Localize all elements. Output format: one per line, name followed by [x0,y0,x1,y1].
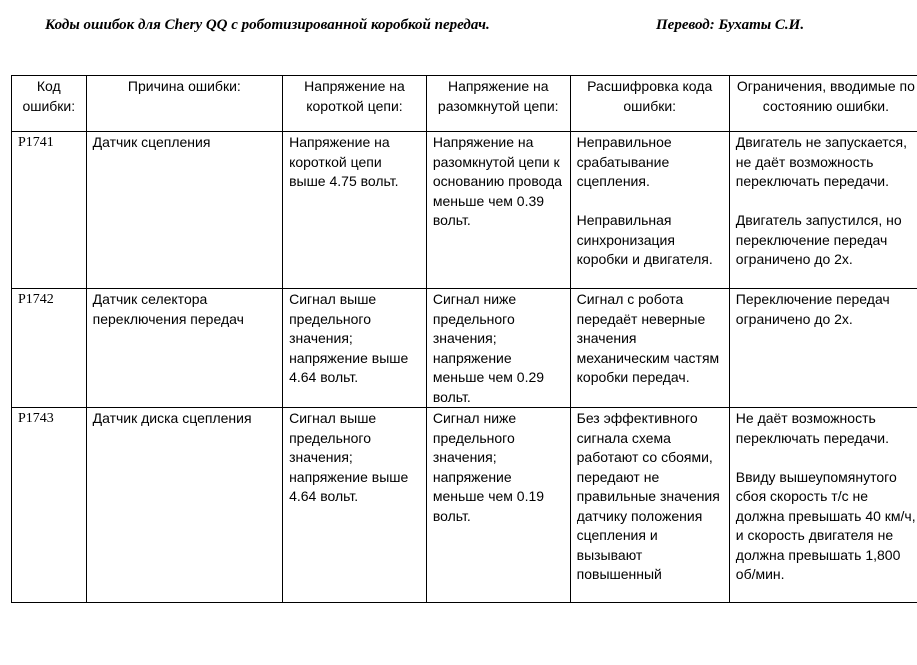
error-code-cell: P1741 [12,132,87,289]
column-header-restrictions: Ограничения, вводимые по состоянию ошибки. [729,76,917,132]
column-header-open-circuit: Напряжение на разомкнутой цепи: [426,76,570,132]
error-code-cell: P1742 [12,289,87,408]
short-circuit-cell: Сигнал выше предельного значения; напряжение выше 4.64 вольт. [283,408,427,603]
restriction-cell [729,408,917,603]
decoding-cell [570,289,729,408]
restriction-paragraph: Переключение передач ограничено до 2х. [735,291,890,327]
document-title: Коды ошибок для Chery QQ с роботизированной коробкой передач. [45,17,490,33]
cause-cell: Датчик сцепления [86,132,282,289]
error-code-cell: P1743 [12,408,87,603]
decoding-paragraph: Неправильная синхронизация коробки и двигателя. [576,212,713,267]
decoding-cell [570,408,729,603]
translator-credit: Перевод: Бухаты С.И. [656,17,805,33]
decoding-paragraph: Неправильное срабатывание сцепления. [576,134,672,189]
restriction-cell [729,132,917,289]
decoding-cell [570,132,729,289]
column-header-cause: Причина ошибки: [86,76,282,132]
restriction-cell [729,289,917,408]
error-codes-table [11,75,917,603]
short-circuit-cell: Напряжение на короткой цепи выше 4.75 вольт. [283,132,427,289]
column-header-code: Код ошибки: [12,76,87,132]
restriction-paragraph: Ввиду вышеупомянутого сбоя скорость т/с не должна превышать 40 км/ч, и скорость двигателя не должна превышать 1,800 об/мин. [735,468,916,582]
table-row [12,289,917,408]
restriction-paragraph: Двигатель не запускается, не даёт возможность переключать передачи. [735,134,908,189]
short-circuit-cell: Сигнал выше предельного значения; напряжение выше 4.64 вольт. [283,289,427,408]
decoding-paragraph: Без эффективного сигнала схема работают со сбоями, передают не правильные значения датчику положения сцепления и вызывают повышенный [576,410,720,582]
open-circuit-cell: Сигнал ниже предельного значения; напряжение меньше чем 0.29 вольт. [426,289,570,408]
column-header-decoding: Расшифровка кода ошибки: [570,76,729,132]
cause-cell: Датчик диска сцепления [86,408,282,603]
table-header-row [12,76,917,132]
open-circuit-cell: Напряжение на разомкнутой цепи к основанию провода меньше чем 0.39 вольт. [426,132,570,289]
decoding-paragraph: Сигнал с робота передаёт неверные значения механическим частям коробки передач. [576,291,720,385]
cause-cell: Датчик селектора переключения передач [86,289,282,408]
document-header [45,17,905,39]
open-circuit-cell: Сигнал ниже предельного значения; напряжение меньше чем 0.19 вольт. [426,408,570,603]
restriction-paragraph: Двигатель запустился, но переключение передач ограничено до 2х. [735,212,902,267]
table-row [12,408,917,603]
column-header-short-circuit: Напряжение на короткой цепи: [283,76,427,132]
restriction-paragraph: Не даёт возможность переключать передачи. [735,410,890,446]
table-row [12,132,917,289]
